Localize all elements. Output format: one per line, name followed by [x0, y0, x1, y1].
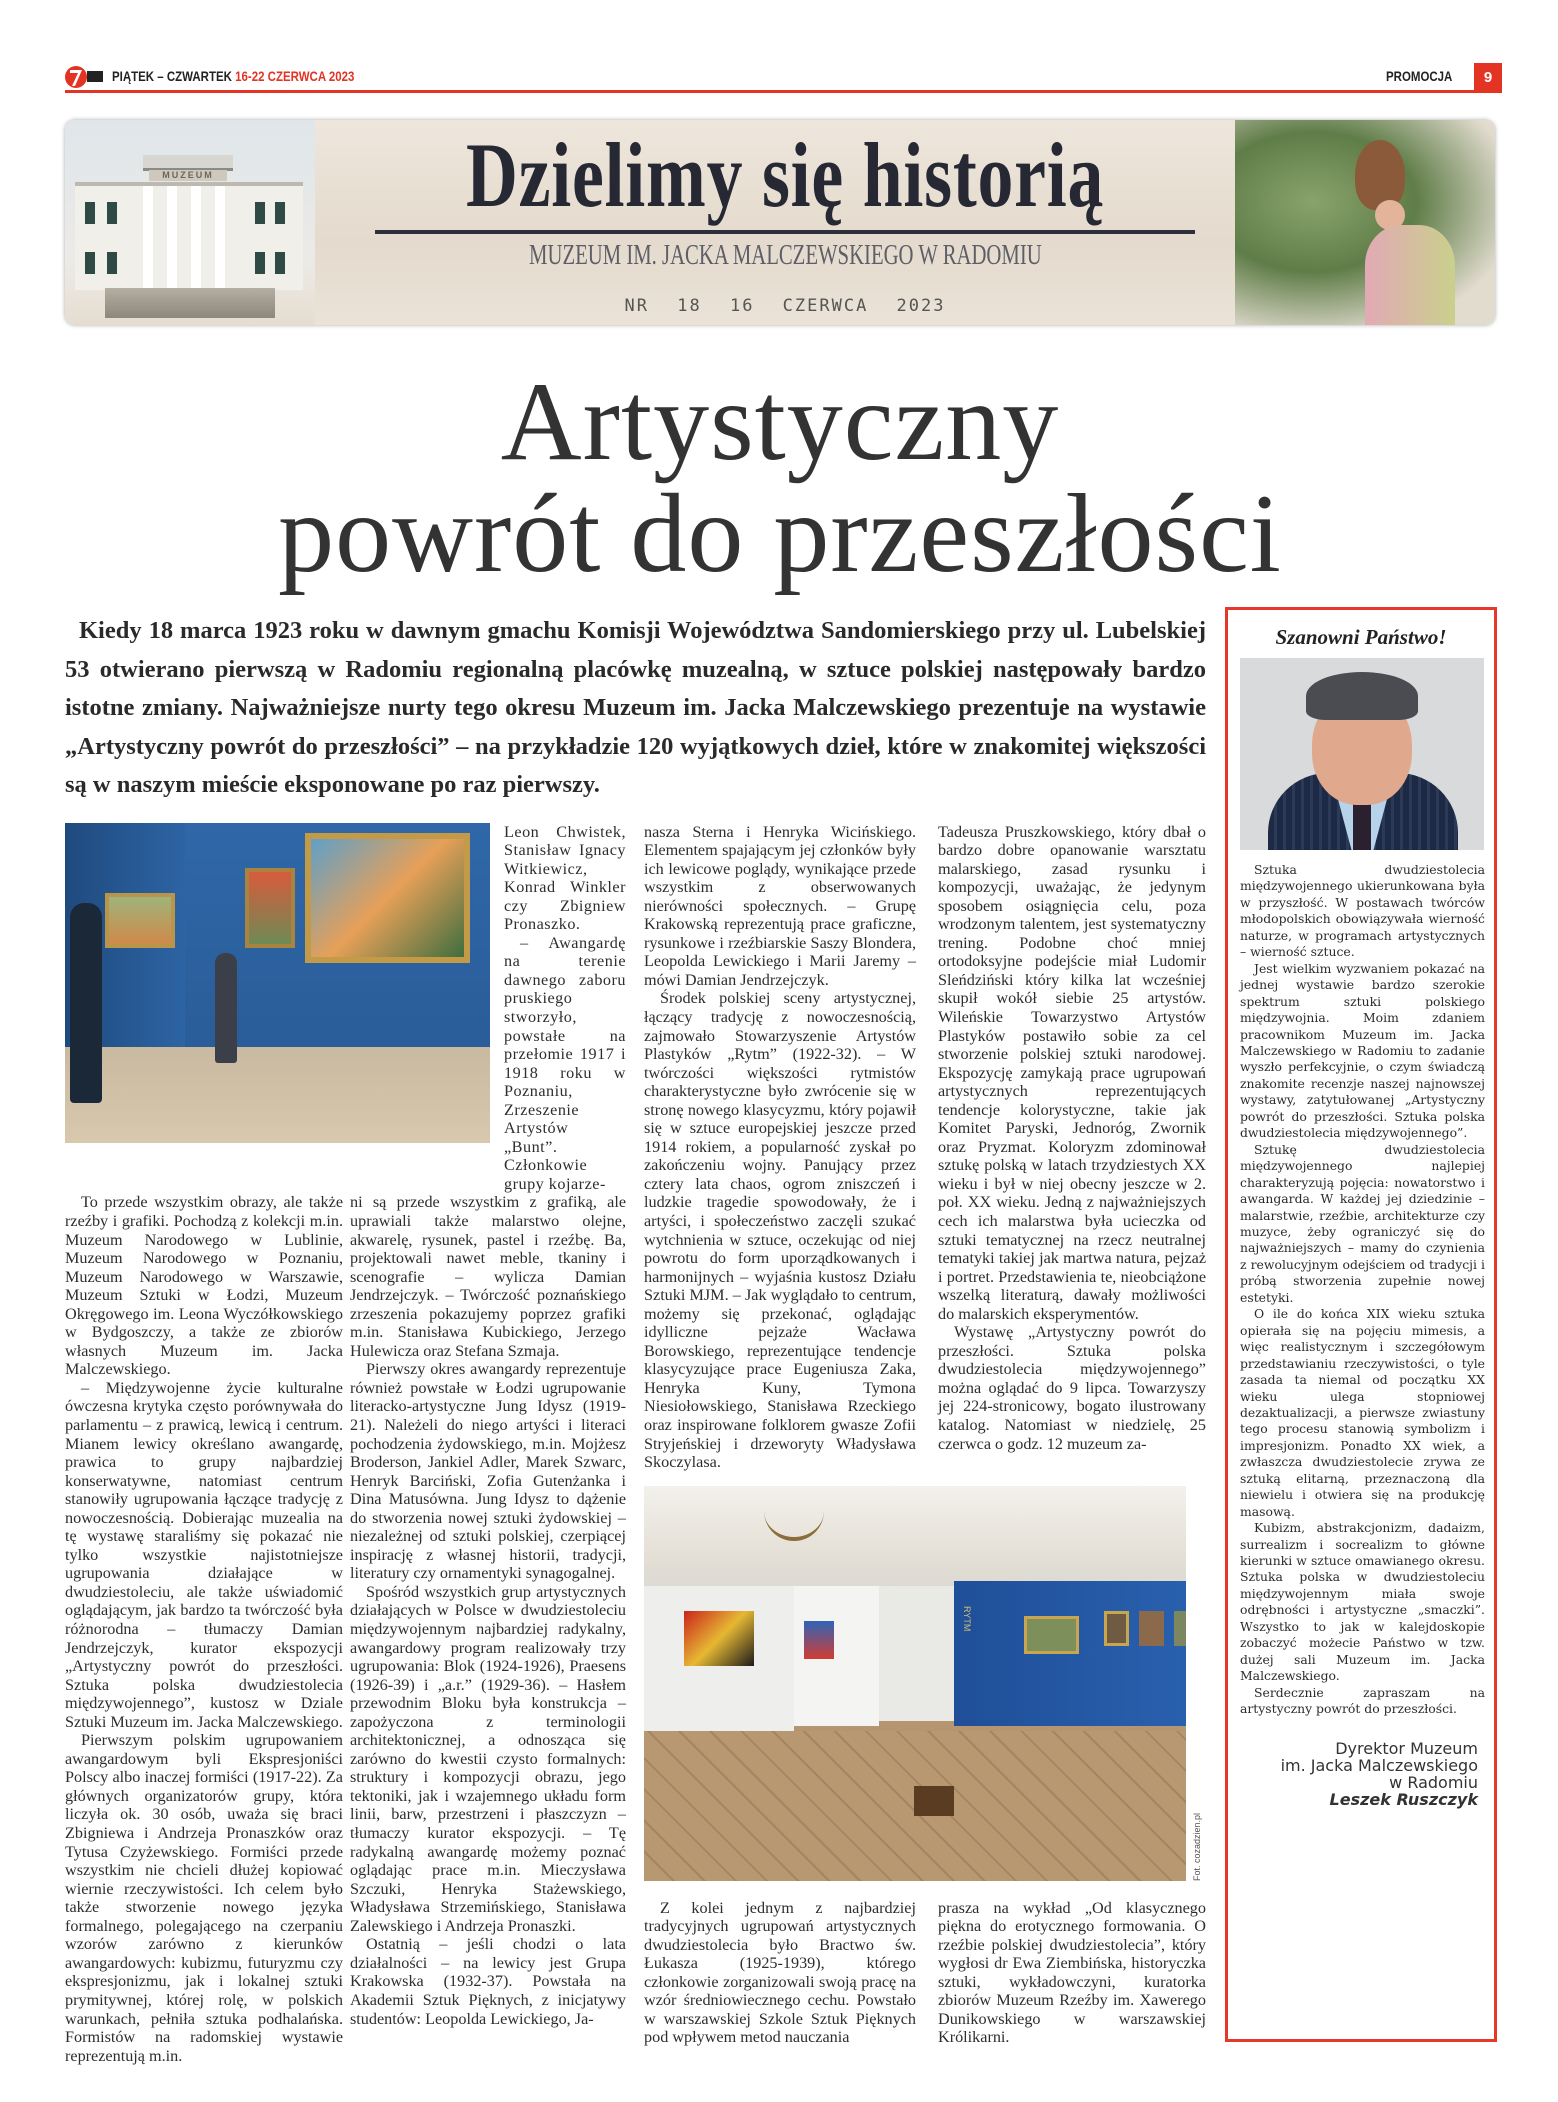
article-column-4-bottom [938, 1899, 1206, 2047]
paragraph: Sztuka dwudziestolecia międzywojennego ukierunkowana była w przyszłość. W postawach twórców młodopolskich obowiązywała wierność naturze, w programach artystycznych – wierność sztuce. [1240, 862, 1485, 960]
issue-date: 16 CZERWCA 2023 [729, 296, 946, 316]
banner-rule [375, 230, 1195, 234]
gallery-wall-text: RYTM [962, 1605, 972, 1631]
article-body [65, 612, 1206, 2065]
issue-dates [112, 68, 354, 84]
paragraph: Tadeusza Pruszkowskiego, który dbał o bardzo dobre opanowanie warsztatu malarskiego, zasad rysunku i kompozycji, uważając, że jedynym sposobem osiągnięcia celu, poza wrodzonym talentem, jest systematyczny trening. Podobne choć mniej ortodoksyjne podejście miał Ludomir Sleńdziński który kilka lat wcześniej skupił wokół siebie 25 artystów. Wileńskie Towarzystwo Artystów Plastyków postawiło sobie za cel stworzenie polskiej sztuki narodowej. Ekspozycję zamykają prace ugrupowań artystycznych reprezentujących tendencje kolorystyczne, takie jak Komitet Paryski, Jednoróg, Zwornik oraz Pryzmat. Koloryzm zdominował sztukę polską w latach trzydziestych XX wieku i był w niej obecny jeszcze w 2. poł. XX wieku. Jedną z najważniejszych cech ich malarstwa była ucieczka od sztuki tematycznej na rzecz neutralnej tematyki takiej jak martwa natura, pejzaż i portret. Przedstawienia te, nieobciążone wszelką literaturą, dawały możliwości do malarskich eksperymentów. [938, 822, 1206, 1323]
signature-role: im. Jacka Malczewskiego [1280, 1755, 1478, 1775]
paragraph: Jest wielkim wyzwaniem pokazać na jednej wystawie bardzo szerokie spektrum sztuki polskiego międzywojnia. Moim zdaniem pracownikom Muzeum im. Jacka Malczewskiego w Radomiu to zadanie wyszło perfekcyjnie, o czym świadczą znakomite recenzje naszej najnowszej wystawy, zatytułowanej „Artystyczny powrót do przeszłości. Sztuka polska dwudziestolecia międzywojennego”. [1240, 960, 1485, 1141]
article-title-line1: Artystyczny [500, 360, 1060, 484]
paragraph: Wystawę „Artystyczny powrót do przeszłości. Sztuka polska dwudziestolecia międzywojennego” można oglądać do 9 lipca. Towarzyszy jej 224-stronicowy, bogato ilustrowany katalog. Natomiast w niedzielę, 25 czerwca o godz. 12 muzeum za- [938, 1323, 1206, 1453]
paragraph: Kubizm, abstrakcjonizm, dadaizm, surrealizm i socrealizm to główne kierunki w sztuce omawianego okresu. Sztuka polska w dwudziestoleciu międzywojennym miała swoje odrębności i artystyczne „smaczki”. Wszystko to jak w kalejdoskopie zobaczyć możecie Państwo w tzw. dużej sali Muzeum im. Jacka Malczewskiego. [1240, 1520, 1485, 1684]
signature-name: Leszek Ruszczyk [1329, 1789, 1478, 1809]
paragraph: Pierwszym polskim ugrupowaniem awangardowym byli Ekspresjoniści Polscy albo inaczej formiści (1917-22). Za głównych organizatorów grupy, która liczyła ok. 30 osób, uważa się braci Zbigniewa i Andrzeja Pronaszków oraz Tytusa Czyżewskiego. Formiści przede wszystkim nie chcieli dłużej kopiować wiernie rzeczywistości. Ich celem było także stworzenie nowego języka formalnego, polegającego na czerpaniu wzorów zarówno z kierunków awangardowych: kubizmu, futuryzmu czy ekspresjonizmu, jak i lokalnej sztuki prymitywnej, której rolę, w polskich warunkach, pełniła sztuka podhalańska. Formistów na radomskiej wystawie reprezentują m.in. [65, 1731, 343, 2065]
paragraph: – Awangardę na terenie dawnego zaboru pruskiego stworzyło, powstałe na przełomie 1917 i 1918 roku w Poznaniu, Zrzeszenie Artystów „Bunt”. Członkowie grupy kojarze- [504, 933, 626, 1193]
banner-subtitle: MUZEUM IM. JACKA MALCZEWSKIEGO W RADOMIU [528, 240, 1042, 271]
signature [1240, 1740, 1482, 1808]
paragraph: Z kolei jednym z najbardziej tradycyjnych ugrupowań artystycznych dwudziestolecia było Bractwo św. Łukasza (1925-1939), którego członkowie zorganizowali swoją pracę na wzór średniowiecznego cechu. Powstało w warszawskiej Szkole Sztuk Pięknych pod wpływem metod nauczania [644, 1898, 916, 2047]
article-column-3 [644, 823, 916, 1472]
article-column-2 [350, 1193, 626, 2028]
issue-info [375, 295, 1195, 317]
exhibition-photo-2 [644, 1486, 1186, 1881]
section-label: PROMOCJA [1386, 68, 1453, 84]
banner-title: Dzielimy się historią [465, 124, 1105, 226]
paragraph: nasza Sterna i Henryka Wicińskiego. Elementem spajającym jej członków były ich lewicowe poglądy, wynikające przede wszystkim z obserwowanych nierówności społecznych. – Grupę Krakowską reprezentują prace graficzne, rysunkowe i rzeźbiarskie Saszy Blondera, Leopolda Lewickiego i Marii Jaremy – mówi Damian Jendrzejczyk. [644, 822, 916, 989]
paragraph: Leon Chwistek, Stanisław Ignacy Witkiewicz, Konrad Winkler czy Zbigniew Pronaszko. [504, 822, 626, 934]
director-letter-box [1225, 607, 1497, 2042]
newspaper-logo [65, 64, 105, 90]
paragraph: Środek polskiej sceny artystycznej, łączący tradycję z nowoczesnością, zajmowało Stowarzyszenie Artystów Plastyków „Rytm” (1922-32). – W twórczości większości rytmistów charakterystyczne było zwrócenie się w stronę nowego klasycyzmu, który pojawił się w sztuce europejskiej jeszcze przed 1914 rokiem, a popularność zyskał po zakończeniu wojny. Panujący przez cztery lata chaos, ogrom zniszczeń i ludzkie tragedie spowodowały, że i artyści, i społeczeństwo zaczęli szukać wytchnienia w sztuce, oczekując od niej powrotu do form uporządkowanych i harmonijnych – wyjaśnia kustosz Działu Sztuki MJM. – Jak wyglądało to centrum, możemy się przekonać, oglądając idylliczne pejzaże Wacława Borowskiego, reprezentujące tendencje klasycyzujące prace Eugeniusza Zaka, Henryka Kuny, Tymona Niesiołowskiego, Stanisława Rzeckiego oraz inspirowane folklorem gwasze Zofii Stryjeńskiej i drzeworyty Władysława Skoczylasa. [644, 989, 916, 1472]
letter-heading: Szanowni Państwo! [1275, 625, 1447, 649]
paragraph: Pierwszy okres awangardy reprezentuje również powstałe w Łodzi ugrupowanie literacko-artystyczne Jung Idysz (1919-21). Należeli do niego artyści i literaci pochodzenia żydowskiego, m.in. Mojżesz Broderson, Jankiel Adler, Marek Szwarc, Henryk Barciński, Zofia Gutenżanka i Dina Matusówna. Jung Idysz to dążenie do stworzenia nowej sztuki żydowskiej – niezależnej od sztuki polskiej, czerpiącej inspirację z własnej historii, tradycji, literatury czy ornamentyki synagogalnej. [350, 1360, 626, 1583]
paragraph: ni są przede wszystkim z grafiką, ale uprawiali także malarstwo olejne, akwarelę, rysunek, pastel i rzeźbę. Ba, projektowali nawet meble, tkaniny i scenografie – wylicza Damian Jendrzejczyk. – Twórczość poznańskiego zrzeszenia pokazujemy poprzez grafiki m.in. Stanisława Kubickiego, Jerzego Hulewicza oraz Stefana Szmaja. [350, 1193, 626, 1360]
director-portrait [1240, 658, 1484, 850]
series-banner [65, 120, 1495, 325]
building-sign: MUZEUM [149, 170, 227, 181]
signature-role: w Radomiu [1389, 1772, 1478, 1792]
article-lead: Kiedy 18 marca 1923 roku w dawnym gmachu Komisji Województwa Sandomierskiego przy ul. Lubelskiej 53 otwierano pierwszą w Radomiu regionalną placówkę muzealną, w sztuce polskiej następowały bardzo istotne zmiany. Najważniejsze nurty tego okresu Muzeum im. Jacka Malczewskiego prezentuje na wystawie „Artystyczny powrót do przeszłości” – na przykładzie 120 wyjątkowych dzieł, które w znakomitej większości są w naszym mieście eksponowane po raz pierwszy. [65, 617, 1206, 798]
article-column-4 [938, 823, 1206, 1454]
paragraph: To przede wszystkim obrazy, ale także rzeźby i grafiki. Pochodzą z kolekcji m.in. Muzeum Narodowego w Lublinie, Muzeum Narodowego w Poznaniu, Muzeum Narodowego w Warszawie, Muzeum Sztuki w Łodzi, Muzeum Okręgowego im. Leona Wyczółkowskiego w Bydgoszczy, a także ze zbiorów własnych Muzeum im. Jacka Malczewskiego. [65, 1193, 343, 1379]
article-column-1 [65, 1193, 343, 2065]
article-title-line2: powrót do przeszłości [278, 472, 1282, 596]
issue-number: NR 18 [624, 296, 702, 316]
museum-building-image [65, 120, 315, 325]
dates-label: 16-22 CZERWCA 2023 [235, 68, 355, 84]
photo-credit: Fot. cozadzien.pl [1192, 1812, 1202, 1881]
letter-body [1240, 862, 1485, 1718]
paragraph: – Międzywojenne życie kulturalne ówczesna krytyka często porównywała do parlamentu – z prawicą, lewicą i centrum. Mianem lewicy określano awangardę, prawica to grupy najbardziej konserwatywne, natomiast centrum stanowiły ugrupowania łączące tradycję z nowoczesnością. Dobierając muzealia na tę wystawę staraliśmy się pokazać nie tylko wszystkie najistotniejsze ugrupowania działające w dwudziestoleciu, ale także uświadomić oglądającym, jak bardzo ta twórczość była różnorodna – tłumaczy Damian Jendrzejczyk, kurator ekspozycji „Artystyczny powrót do przeszłości. Sztuka polska dwudziestolecia międzywojennego”, kustosz w Dziale Sztuki Muzeum im. Jacka Malczewskiego. [65, 1378, 343, 1731]
paragraph: Sztukę dwudziestolecia międzywojennego najlepiej charakteryzują pojęcia: nowatorstwo i awangarda. W każdej jej dziedzinie – malarstwie, rzeźbie, architekturze czy muzyce, żeby ograniczyć się do najważniejszych – mamy do czynienia z rewolucyjnym odejściem od tradycji i próbą stworzenia zupełnie nowej estetyki. [1240, 1141, 1485, 1305]
signature-role: Dyrektor Muzeum [1335, 1738, 1478, 1758]
header-rule [65, 90, 1502, 93]
paragraph: Spośród wszystkich grup artystycznych działających w Polsce w dwudziestoleciu międzywojennym najbardziej radykalny, awangardowy program realizowały trzy ugrupowania: Blok (1924-1926), Praesens (1926-39) i „a.r.” (1929-36). – Hasłem przewodnim Bloku była konstrukcja – zapożyczona z terminologii architektonicznej, a odnosząca się zarówno do kwestii czysto formalnych: struktury i kompozycji obrazu, jego tektoniki, jak i wzajemnego układu form linii, barw, przestrzeni i płaszczyzn – tłumaczy kurator ekspozycji. – Tę radykalną awangardę możemy poznać oglądając prace m.in. Mieczysława Szczuki, Henryka Stażewskiego, Władysława Strzemińskiego, Stanisława Zalewskiego i Andrzeja Pronaszki. [350, 1582, 626, 1935]
paragraph: O ile do końca XIX wieku sztuka opierała się na pojęciu mimesis, a więc realistycznym i szczegółowym przedstawianiu rzeczywistości, o tyle zasada ta niemal od początku XX wieku ulega stopniowej dezaktualizacji, a pierwsze zwiastuny tego procesu stanowią symbolizm i impresjonizm. Ponadto XX wiek, a zwłaszcza dwudziestolecie zrywa ze sztuką elitarną, przeznaczoną dla niewielu i otwiera się na produkcję masową. [1240, 1306, 1485, 1519]
days-label: PIĄTEK – CZWARTEK [112, 68, 232, 84]
exhibition-photo-1 [65, 823, 490, 1143]
article-title [65, 360, 1495, 596]
page-number: 9 [1474, 63, 1502, 92]
article-column-3-bottom [644, 1899, 916, 2047]
paragraph: Serdecznie zapraszam na artystyczny powrót do przeszłości. [1240, 1684, 1485, 1717]
paragraph: Ostatnią – jeśli chodzi o lata działalności – na lewicy jest Grupa Krakowska (1932-37). Powstała na Akademii Sztuk Pięknych, z inicjatywy studentów: Leopolda Lewickiego, Ja- [350, 1935, 626, 2028]
article-column-2-narrow [504, 823, 626, 1194]
painting-woman-image [1235, 120, 1495, 325]
paragraph: prasza na wykład „Od klasycznego piękna do erotycznego formowania. O rzeźbie polskiej dwudziestolecia”, który wygłosi dr Ewa Ziembińska, historyczka sztuki, wykładowczyni, kuratorka zbiorów Muzeum Rzeźby im. Xawerego Dunikowskiego w warszawskiej Królikarni. [938, 1898, 1206, 2047]
